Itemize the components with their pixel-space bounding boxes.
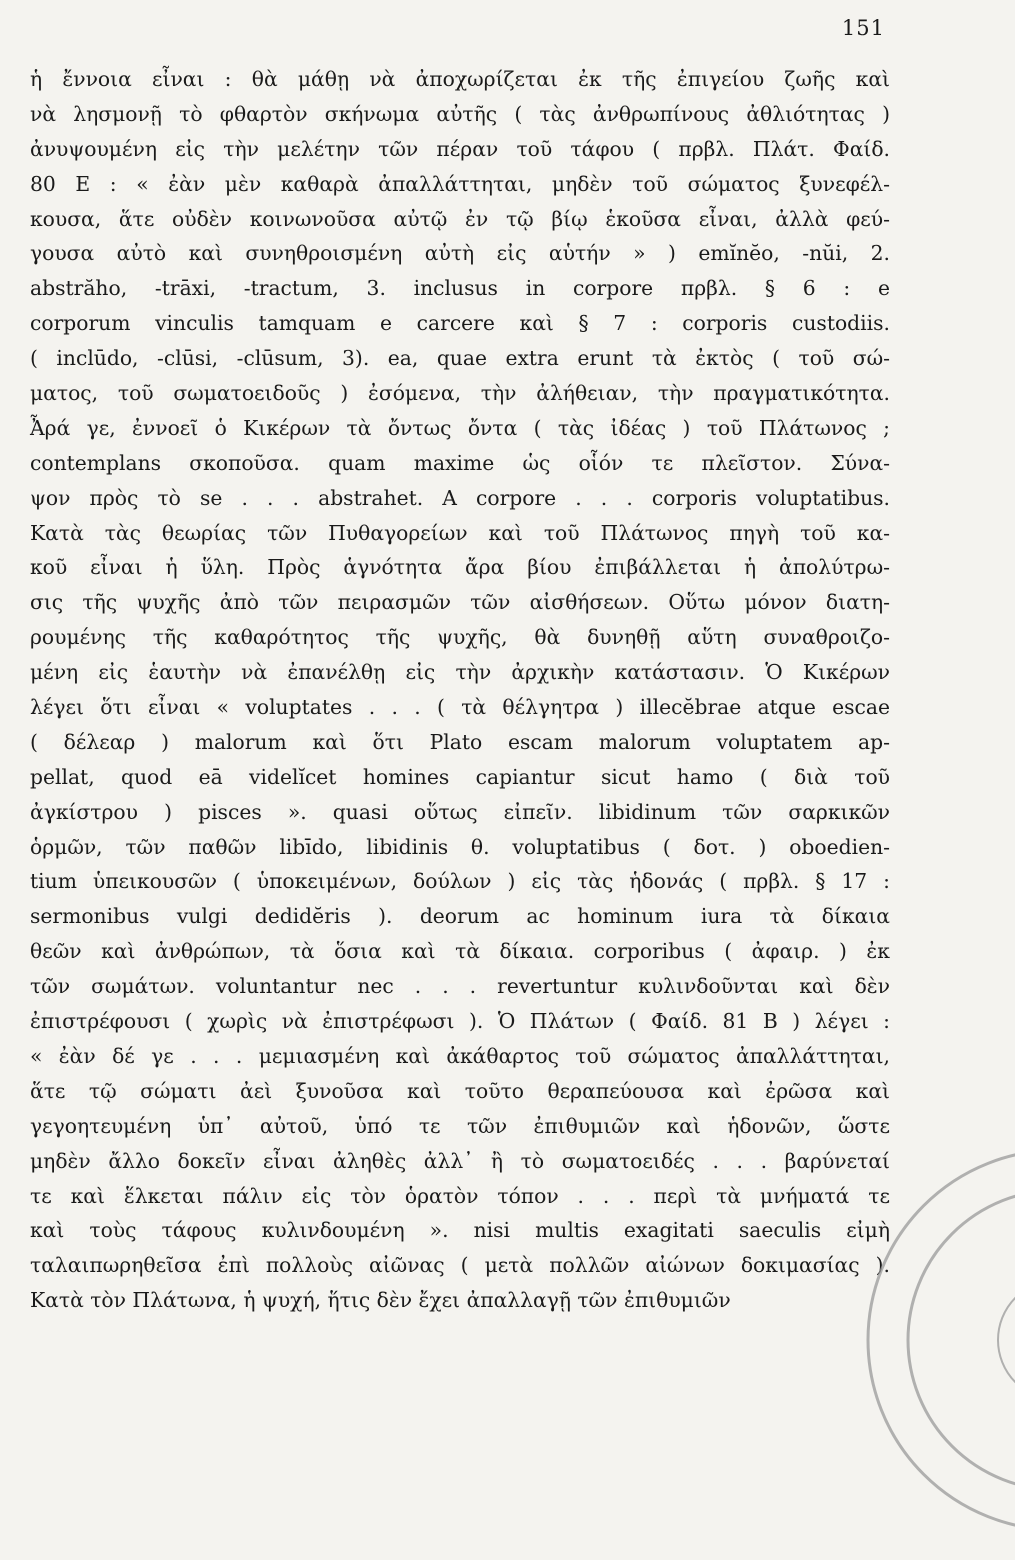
text-line: γεγοητευμένη ὑπ᾽ αὐτοῦ, ὑπό τε τῶν ἐπιθυμιῶν καὶ ἡδονῶν, ὥστε [30, 1113, 890, 1138]
text-line: ἐπιστρέφουσι ( χωρὶς νὰ ἐπιστρέφωσι ). Ὁ Πλάτων ( Φαίδ. 81 Β ) λέγει : [30, 1009, 890, 1034]
text-line: Κατὰ τὸν Πλάτωνα, ἡ ψυχή, ἥτις δὲν ἔχει ἀπαλλαγῇ τῶν ἐπιθυμιῶν [30, 1288, 731, 1313]
text-line: τῶν σωμάτων. voluntantur nec . . . revertuntur κυλινδοῦνται καὶ δὲν [30, 974, 890, 999]
text-line: corporum vinculis tamquam e carcere καὶ § 7 : corporis custodiis. [30, 311, 890, 336]
text-line: ματος, τοῦ σωματοειδοῦς ) ἐσόμενα, τὴν ἀλήθειαν, τὴν πραγματικότητα. [30, 381, 890, 406]
text-line: λέγει ὅτι εἶναι « voluptates . . . ( τὰ θέλγητρα ) illecĕbrae atque escae [30, 695, 890, 720]
library-stamp-icon [838, 1120, 1015, 1560]
text-line: ( inclūdo, -clūsi, -clūsum, 3). ea, quae extra erunt τὰ ἐκτὸς ( τοῦ σώ- [30, 346, 890, 371]
text-line: καὶ τοὺς τάφους κυλινδουμένη ». nisi multis exagitati saeculis εἰμὴ [30, 1218, 890, 1243]
text-line: κοῦ εἶναι ἡ ὕλη. Πρὸς ἁγνότητα ἄρα βίου ἐπιβάλλεται ἡ ἀπολύτρω- [30, 555, 890, 580]
text-line: « ἐὰν δέ γε . . . μεμιασμένη καὶ ἀκάθαρτος τοῦ σώματος ἀπαλλάττηται, [30, 1043, 890, 1068]
text-line: pellat, quod eā videlĭcet homines capiantur sicut hamo ( διὰ τοῦ [30, 764, 890, 789]
text-line: ἀνυψουμένη εἰς τὴν μελέτην τῶν πέραν τοῦ τάφου ( πρβλ. Πλάτ. Φαίδ. [30, 136, 890, 161]
text-line: ἡ ἔννοια εἶναι : θὰ μάθῃ νὰ ἀποχωρίζεται ἐκ τῆς ἐπιγείου ζωῆς καὶ [30, 67, 890, 91]
text-line: σις τῆς ψυχῆς ἀπὸ τῶν πειρασμῶν τῶν αἰσθήσεων. Οὕτω μόνον διατη- [30, 590, 890, 615]
text-line: ρουμένης τῆς καθαρότητος τῆς ψυχῆς, θὰ δυνηθῇ αὕτη συναθροιζο- [30, 625, 890, 650]
text-line: μένη εἰς ἑαυτὴν νὰ ἐπανέλθῃ εἰς τὴν ἀρχικὴν κατάστασιν. Ὁ Κικέρων [30, 660, 890, 685]
page-number: 151 [841, 16, 885, 40]
text-line: tium ὑπεικουσῶν ( ὑποκειμένων, δούλων ) εἰς τὰς ἡδονάς ( πρβλ. § 17 : [30, 869, 890, 894]
text-line: Κατὰ τὰς θεωρίας τῶν Πυθαγορείων καὶ τοῦ Πλάτωνος πηγὴ τοῦ κα- [30, 520, 890, 545]
text-line: 80 Ε : « ἐὰν μὲν καθαρὰ ἀπαλλάττηται, μηδὲν τοῦ σώματος ξυνεφέλ- [30, 171, 890, 196]
text-line: κουσα, ἅτε οὐδὲν κοινωνοῦσα αὐτῷ ἐν τῷ βίῳ ἑκοῦσα εἶναι, ἀλλὰ φεύ- [30, 206, 890, 231]
text-line: μηδὲν ἄλλο δοκεῖν εἶναι ἀληθὲς ἀλλ᾽ ἢ τὸ σωματοειδές . . . βαρύνεταί [30, 1148, 890, 1173]
text-line: ταλαιπωρηθεῖσα ἐπὶ πολλοὺς αἰῶνας ( μετὰ πολλῶν αἰώνων δοκιμασίας ). [30, 1253, 890, 1278]
text-line: ἅτε τῷ σώματι ἀεὶ ξυνοῦσα καὶ τοῦτο θεραπεύουσα καὶ ἐρῶσα καὶ [30, 1078, 890, 1103]
text-line: Ἆρά γε, ἐννοεῖ ὁ Κικέρων τὰ ὄντως ὄντα ( τὰς ἰδέας ) τοῦ Πλάτωνος ; [30, 415, 890, 440]
text-body [30, 62, 890, 1318]
text-line: τε καὶ ἕλκεται πάλιν εἰς τὸν ὁρατὸν τόπον . . . περὶ τὰ μνήματά τε [30, 1183, 890, 1208]
text-line: ( δέλεαρ ) malorum καὶ ὅτι Plato escam malorum voluptatem ap- [30, 729, 890, 754]
text-line: abstrăho, -trāxi, -tractum, 3. inclusus in corpore πρβλ. § 6 : e [30, 276, 890, 301]
text-line: ἀγκίστρου ) pisces ». quasi οὕτως εἰπεῖν. libidinum τῶν σαρκικῶν [30, 799, 890, 824]
text-line: ὁρμῶν, τῶν παθῶν libīdo, libidinis θ. voluptatibus ( δοτ. ) oboedien- [30, 834, 890, 859]
text-line: νὰ λησμονῇ τὸ φθαρτὸν σκήνωμα αὐτῆς ( τὰς ἀνθρωπίνους ἀθλιότητας ) [30, 101, 890, 126]
text-line: ψον πρὸς τὸ se . . . abstrahet. A corpore . . . corporis voluptatibus. [30, 485, 890, 510]
text-line: γουσα αὐτὸ καὶ συνηθροισμένη αὐτὴ εἰς αὑτήν » ) emĭnĕo, -nŭi, 2. [30, 241, 890, 266]
text-line: sermonibus vulgi dedidĕris ). deorum ac hominum iura τὰ δίκαια [30, 904, 890, 929]
text-line: θεῶν καὶ ἀνθρώπων, τὰ ὅσια καὶ τὰ δίκαια. corporibus ( ἀφαιρ. ) ἐκ [30, 939, 890, 964]
text-line: contemplans σκοποῦσα. quam maxime ὡς οἷόν τε πλεῖστον. Σύνα- [30, 450, 890, 475]
